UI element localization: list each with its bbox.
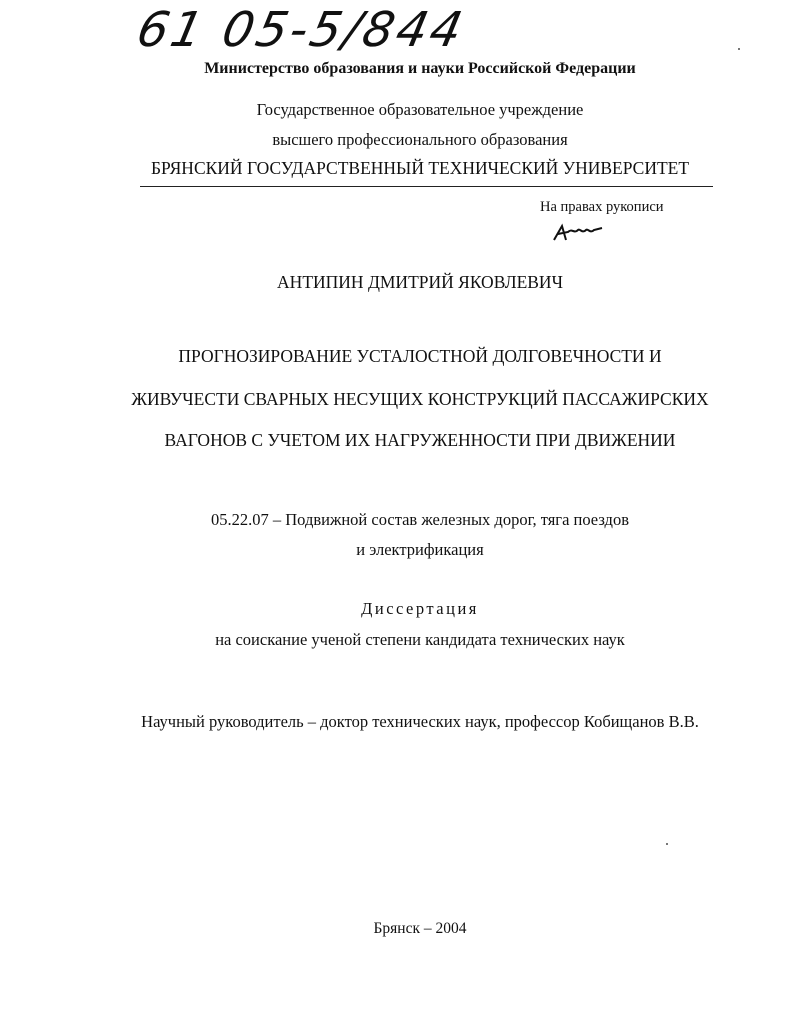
title-line-2: ЖИВУЧЕСТИ СВАРНЫХ НЕСУЩИХ КОНСТРУКЦИЙ ПАССАЖИРСКИХ	[131, 389, 709, 409]
author-name: АНТИПИН ДМИТРИЙ ЯКОВЛЕВИЧ	[277, 272, 563, 292]
degree-line: на соискание ученой степени кандидата технических наук	[215, 630, 625, 649]
scan-speck	[738, 48, 740, 50]
ministry-name: Министерство образования и науки Российской Федерации	[204, 60, 636, 77]
title-line-3: ВАГОНОВ С УЧЕТОМ ИХ НАГРУЖЕННОСТИ ПРИ ДВИЖЕНИИ	[164, 430, 676, 450]
scan-speck	[666, 843, 668, 845]
university-name: БРЯНСКИЙ ГОСУДАРСТВЕННЫЙ ТЕХНИЧЕСКИЙ УНИВЕРСИТЕТ	[150, 158, 690, 178]
institution-line-1: Государственное образовательное учреждение	[256, 100, 584, 119]
work-type: Диссертация	[361, 599, 479, 618]
supervisor-line: Научный руководитель – доктор технических наук, профессор Кобищанов В.В.	[141, 712, 699, 731]
title-line-1: ПРОГНОЗИРОВАНИЕ УСТАЛОСТНОЙ ДОЛГОВЕЧНОСТИ И	[178, 346, 662, 366]
specialty-line-2: и электрификация	[356, 540, 484, 559]
handwritten-registration-code: 61 05-5/844	[132, 2, 471, 58]
institution-line-2: высшего профессионального образования	[272, 130, 568, 149]
place-year: Брянск – 2004	[373, 920, 467, 937]
specialty-line-1: 05.22.07 – Подвижной состав железных дорог, тяга поездов	[211, 510, 629, 529]
header-divider	[140, 186, 713, 187]
manuscript-note: На правах рукописи	[540, 199, 664, 215]
author-signature	[552, 222, 612, 244]
